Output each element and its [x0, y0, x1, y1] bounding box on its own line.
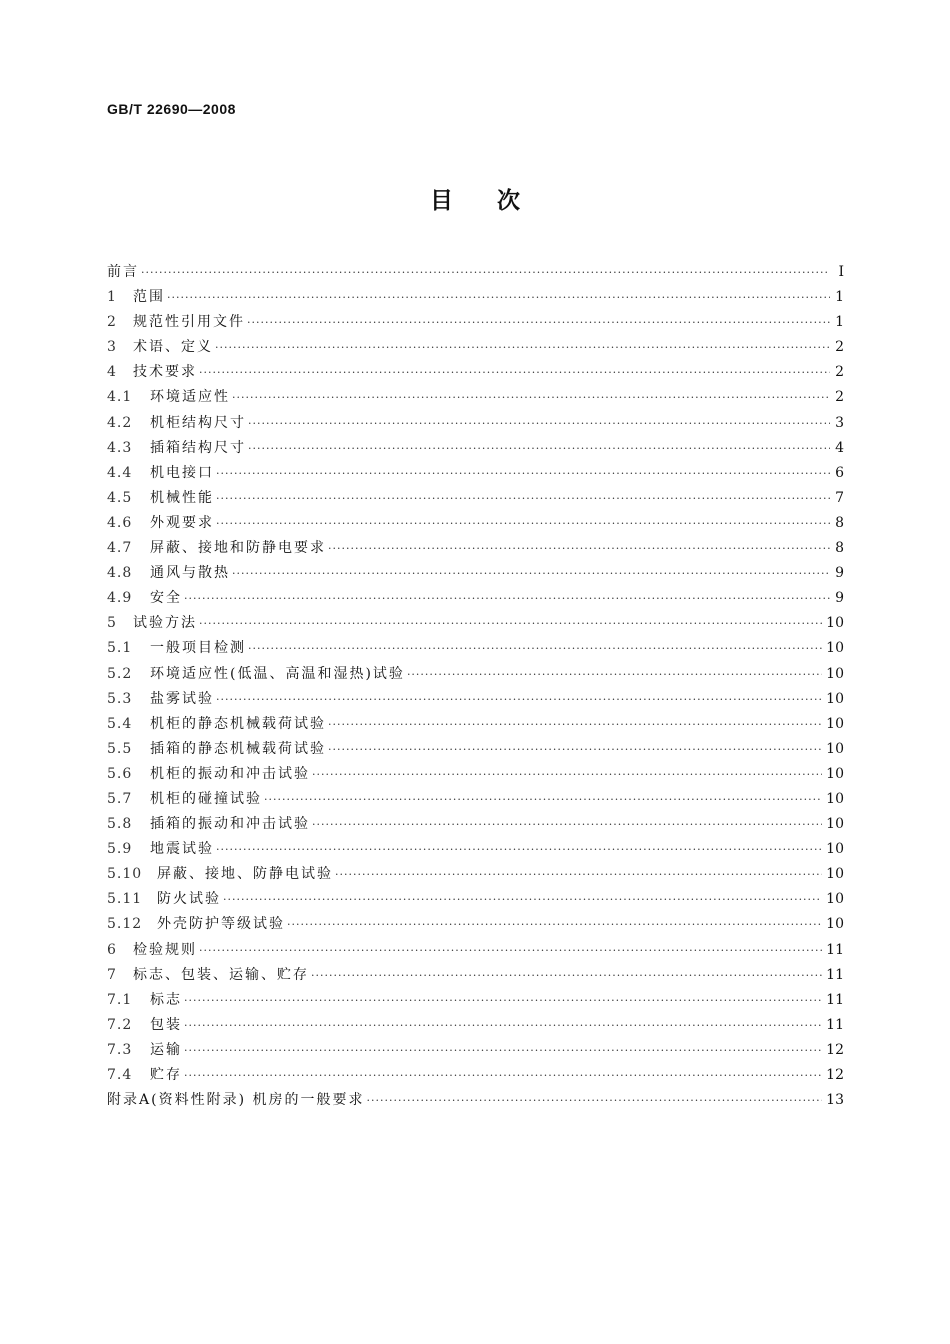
- toc-entry[interactable]: [107, 662, 844, 687]
- toc-entry-page: 7: [835, 489, 844, 506]
- dot-leader: [248, 636, 822, 661]
- toc-entry-label: 术语、定义: [133, 339, 213, 356]
- toc-entry-number: 4.2: [107, 414, 133, 431]
- dot-leader: [366, 1088, 822, 1113]
- toc-entry-number: 7.1: [107, 991, 133, 1008]
- toc-entry-label: 机柜的碰撞试验: [150, 790, 262, 807]
- dot-leader: [248, 411, 830, 436]
- toc-entry[interactable]: [107, 561, 844, 586]
- toc-entry[interactable]: [107, 1063, 844, 1088]
- toc-entry-number: 5.7: [107, 790, 133, 807]
- toc-entry-page: 9: [835, 590, 844, 607]
- toc-entry-page: 6: [835, 464, 844, 481]
- toc-entry-label: 前言: [107, 264, 139, 280]
- toc-entry-label: 屏蔽、接地、防静电试验: [157, 866, 333, 883]
- toc-entry-page: 11: [826, 991, 844, 1008]
- toc-entry-number: 4: [107, 364, 117, 381]
- dot-leader: [215, 335, 830, 360]
- dot-leader: [312, 762, 822, 787]
- dot-leader: [232, 561, 830, 586]
- toc-entry-page: 11: [826, 941, 844, 958]
- dot-leader: [167, 285, 830, 310]
- toc-entry-number: 5.8: [107, 816, 133, 833]
- toc-entry-label: 环境适应性(低温、高温和湿热)试验: [150, 665, 405, 682]
- dot-leader: [216, 511, 830, 536]
- toc-entry-label: 标志: [150, 991, 182, 1008]
- dot-leader: [287, 912, 822, 937]
- toc-entry[interactable]: [107, 887, 844, 912]
- toc-entry-page: 10: [826, 866, 844, 883]
- dot-leader: [311, 963, 822, 988]
- toc-entry[interactable]: [107, 285, 844, 310]
- toc-entry-number: 4.1: [107, 389, 133, 406]
- toc-entry-label: 贮存: [150, 1067, 182, 1083]
- dot-leader: [199, 360, 830, 385]
- dot-leader: [184, 1063, 822, 1088]
- dot-leader: [407, 662, 822, 687]
- toc-entry-label: 外壳防护等级试验: [157, 916, 285, 933]
- toc-entry-number: 7.3: [107, 1041, 133, 1058]
- toc-entry-label: 一般项目检测: [150, 640, 246, 657]
- toc-entry-page: 3: [835, 414, 844, 431]
- toc-entry-label: 附录A(资料性附录) 机房的一般要求: [107, 1092, 365, 1109]
- toc-entry-label: 盐雾试验: [150, 690, 214, 707]
- toc-entry-number: 5.2: [107, 665, 133, 682]
- toc-entry-number: 4.6: [107, 514, 133, 531]
- toc-entry-page: 13: [826, 1092, 844, 1109]
- toc-entry-label: 地震试验: [150, 841, 214, 858]
- title-char: 目: [430, 187, 453, 214]
- toc-entry[interactable]: [107, 436, 844, 461]
- dot-leader: [264, 787, 822, 812]
- toc-entry-number: 5.4: [107, 715, 133, 732]
- toc-entry[interactable]: [107, 586, 844, 611]
- toc-entry[interactable]: [107, 486, 844, 511]
- toc-entry-page: 2: [835, 339, 844, 356]
- toc-entry-label: 检验规则: [133, 941, 197, 958]
- toc-entry[interactable]: [107, 787, 844, 812]
- toc-entry-label: 环境适应性: [150, 389, 230, 406]
- toc-entry-page: 10: [826, 891, 844, 908]
- toc-entry-page: 11: [826, 1016, 844, 1033]
- dot-leader: [247, 310, 830, 335]
- toc-entry-page: 10: [826, 665, 844, 682]
- toc-entry[interactable]: [107, 762, 844, 787]
- toc-entry-number: 5.3: [107, 690, 133, 707]
- toc-entry-label: 规范性引用文件: [133, 314, 245, 331]
- toc-entry-page: 1: [835, 289, 844, 306]
- dot-leader: [141, 260, 830, 285]
- table-of-contents: [107, 260, 844, 1113]
- toc-entry-label: 包装: [150, 1016, 182, 1033]
- toc-entry-number: 4.9: [107, 590, 133, 607]
- toc-entry[interactable]: [107, 1088, 844, 1113]
- toc-entry-number: 5.6: [107, 765, 133, 782]
- toc-entry-number: 6: [107, 941, 117, 958]
- dot-leader: [199, 938, 822, 963]
- toc-entry-number: 4.7: [107, 540, 133, 557]
- toc-entry-label: 插箱的静态机械载荷试验: [150, 740, 326, 757]
- toc-entry-number: 7.2: [107, 1016, 133, 1033]
- toc-entry-page: 4: [835, 439, 844, 456]
- toc-entry[interactable]: [107, 385, 844, 410]
- toc-entry-label: 机柜的静态机械载荷试验: [150, 715, 326, 732]
- toc-entry[interactable]: [107, 511, 844, 536]
- toc-entry[interactable]: [107, 988, 844, 1013]
- toc-entry[interactable]: [107, 938, 844, 963]
- toc-entry-label: 标志、包装、运输、贮存: [133, 966, 309, 983]
- title-char: 次: [497, 187, 520, 214]
- toc-entry-page: 10: [826, 916, 844, 933]
- toc-entry[interactable]: [107, 611, 844, 636]
- toc-entry-page: Ⅰ: [838, 264, 844, 280]
- toc-entry-label: 运输: [150, 1041, 182, 1058]
- dot-leader: [335, 862, 822, 887]
- toc-entry-number: 4.3: [107, 439, 133, 456]
- dot-leader: [216, 461, 830, 486]
- dot-leader: [328, 536, 830, 561]
- toc-entry-page: 10: [826, 715, 844, 732]
- toc-entry-number: 5.9: [107, 841, 133, 858]
- toc-entry[interactable]: [107, 737, 844, 762]
- toc-entry[interactable]: [107, 912, 844, 937]
- toc-entry-number: 4.5: [107, 489, 133, 506]
- dot-leader: [184, 586, 830, 611]
- toc-entry-page: 12: [826, 1067, 844, 1083]
- toc-entry[interactable]: [107, 812, 844, 837]
- toc-entry[interactable]: [107, 411, 844, 436]
- toc-entry-page: 10: [826, 841, 844, 858]
- toc-entry[interactable]: [107, 335, 844, 360]
- toc-entry[interactable]: [107, 260, 844, 285]
- standard-code: GB/T 22690—2008: [107, 101, 236, 117]
- toc-entry[interactable]: [107, 862, 844, 887]
- dot-leader: [232, 385, 830, 410]
- toc-entry-number: 5.10: [107, 866, 143, 883]
- dot-leader: [216, 687, 822, 712]
- toc-entry-label: 机柜的振动和冲击试验: [150, 765, 310, 782]
- toc-entry-label: 外观要求: [150, 514, 214, 531]
- dot-leader: [216, 486, 830, 511]
- toc-entry-page: 10: [826, 816, 844, 833]
- toc-entry-number: 5.11: [107, 891, 143, 908]
- dot-leader: [248, 436, 830, 461]
- dot-leader: [184, 988, 822, 1013]
- toc-entry[interactable]: [107, 536, 844, 561]
- toc-entry-page: 10: [826, 615, 844, 632]
- toc-entry[interactable]: [107, 963, 844, 988]
- toc-entry-label: 屏蔽、接地和防静电要求: [150, 540, 326, 557]
- toc-entry-page: 9: [835, 565, 844, 582]
- toc-entry-label: 技术要求: [133, 364, 197, 381]
- dot-leader: [328, 712, 822, 737]
- toc-entry[interactable]: [107, 360, 844, 385]
- toc-entry-number: 5: [107, 615, 117, 632]
- toc-entry-label: 机械性能: [150, 489, 214, 506]
- toc-entry[interactable]: [107, 1038, 844, 1063]
- toc-entry[interactable]: [107, 461, 844, 486]
- toc-entry-page: 10: [826, 790, 844, 807]
- dot-leader: [223, 887, 822, 912]
- toc-entry[interactable]: [107, 636, 844, 661]
- dot-leader: [184, 1038, 822, 1063]
- toc-entry-label: 插箱结构尺寸: [150, 439, 246, 456]
- toc-entry-label: 安全: [150, 590, 182, 607]
- toc-entry-number: 5.12: [107, 916, 143, 933]
- toc-entry[interactable]: [107, 712, 844, 737]
- toc-entry-page: 1: [835, 314, 844, 331]
- toc-entry-label: 试验方法: [133, 615, 197, 632]
- toc-entry-page: 8: [835, 540, 844, 557]
- toc-entry-number: 7: [107, 966, 117, 983]
- toc-entry-number: 4.4: [107, 464, 133, 481]
- toc-entry-number: 2: [107, 314, 117, 331]
- toc-entry-page: 10: [826, 765, 844, 782]
- dot-leader: [328, 737, 822, 762]
- toc-entry-label: 机柜结构尺寸: [150, 414, 246, 431]
- toc-entry-number: 3: [107, 339, 117, 356]
- toc-entry-page: 2: [835, 364, 844, 381]
- toc-entry-page: 10: [826, 740, 844, 757]
- toc-entry-page: 10: [826, 640, 844, 657]
- toc-entry-number: 1: [107, 289, 117, 306]
- toc-entry-label: 通风与散热: [150, 565, 230, 582]
- toc-entry-number: 5.1: [107, 640, 133, 657]
- toc-entry-page: 10: [826, 690, 844, 707]
- dot-leader: [199, 611, 822, 636]
- toc-entry-page: 2: [835, 389, 844, 406]
- toc-entry[interactable]: [107, 1013, 844, 1038]
- page-title: [0, 182, 950, 215]
- toc-entry-number: 5.5: [107, 740, 133, 757]
- toc-entry-label: 防火试验: [157, 891, 221, 908]
- dot-leader: [184, 1013, 822, 1038]
- toc-entry-label: 机电接口: [150, 464, 214, 481]
- toc-entry-label: 范围: [133, 289, 165, 306]
- toc-entry-number: 4.8: [107, 565, 133, 582]
- toc-entry-page: 12: [826, 1041, 844, 1058]
- toc-entry-number: 7.4: [107, 1067, 133, 1083]
- toc-entry[interactable]: [107, 687, 844, 712]
- dot-leader: [312, 812, 822, 837]
- toc-entry[interactable]: [107, 837, 844, 862]
- toc-entry[interactable]: [107, 310, 844, 335]
- toc-entry-page: 11: [826, 966, 844, 983]
- toc-entry-page: 8: [835, 514, 844, 531]
- dot-leader: [216, 837, 822, 862]
- toc-entry-label: 插箱的振动和冲击试验: [150, 816, 310, 833]
